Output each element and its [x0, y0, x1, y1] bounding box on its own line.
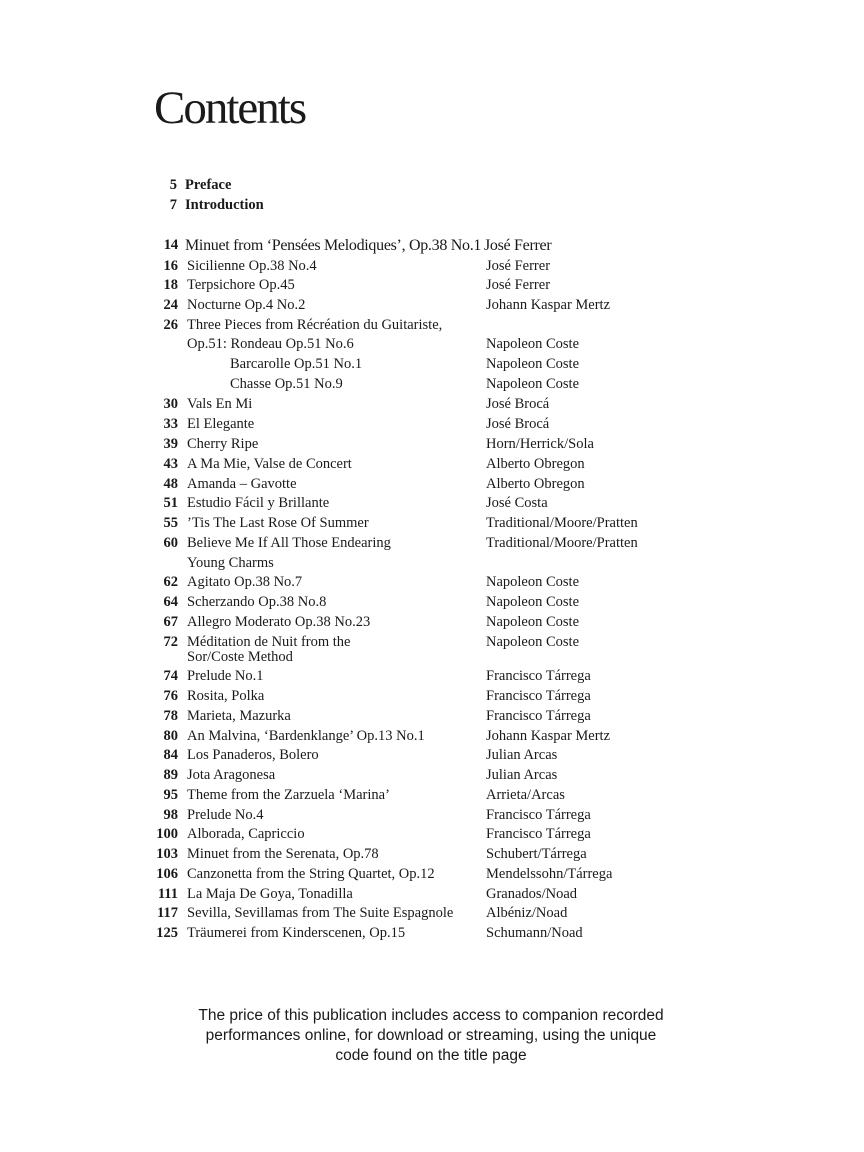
page-number: 72 [163, 634, 178, 650]
page-number: 84 [163, 747, 178, 763]
entry-title: Theme from the Zarzuela ‘Marina’ [187, 787, 390, 803]
page-number: 43 [163, 456, 178, 472]
entry-composer: José Ferrer [484, 237, 552, 254]
page-number: 98 [163, 807, 178, 823]
entry-composer: Napoleon Coste [486, 614, 580, 630]
entry-composer: Schumann/Noad [486, 925, 583, 941]
entry-title: Barcarolle Op.51 No.1 [230, 356, 363, 372]
entry-title: La Maja De Goya, Tonadilla [187, 886, 353, 902]
companion-recordings-notice [150, 1006, 712, 1066]
entry-title: Sicilienne Op.38 No.4 [187, 258, 317, 274]
entry-title: Sevilla, Sevillamas from The Suite Espagnole [187, 905, 454, 921]
page-number: 26 [163, 317, 178, 333]
entry-title: Rosita, Polka [187, 688, 265, 704]
page-number: 76 [163, 688, 178, 704]
page-number: 67 [163, 614, 178, 630]
entry-composer: Mendelssohn/Tárrega [486, 866, 613, 882]
page-number: 103 [156, 846, 178, 862]
entry-composer: Alberto Obregon [486, 476, 585, 492]
entry-composer: Granados/Noad [486, 886, 578, 902]
page-number: 33 [163, 416, 178, 432]
entry-title: Allegro Moderato Op.38 No.23 [187, 614, 371, 630]
entry-composer: Napoleon Coste [486, 594, 580, 610]
entry-title: Vals En Mi [187, 396, 253, 412]
entry-composer: Francisco Tárrega [486, 826, 591, 842]
entry-title: Jota Aragonesa [187, 767, 276, 783]
entry-composer: Napoleon Coste [486, 336, 580, 352]
page-title: Contents [154, 82, 306, 134]
entry-title: Marieta, Mazurka [187, 708, 291, 724]
entry-title: Terpsichore Op.45 [187, 277, 295, 293]
page-number: 18 [163, 277, 178, 293]
entry-title: Young Charms [187, 555, 274, 571]
page-number: 95 [163, 787, 178, 803]
page-number: 74 [163, 668, 178, 684]
entry-composer: Johann Kaspar Mertz [486, 297, 611, 313]
page-number: 24 [163, 297, 178, 313]
page-number: 64 [163, 594, 178, 610]
entry-title: El Elegante [187, 416, 255, 432]
notice-line: performances online, for download or streaming, using the unique [205, 1027, 657, 1044]
page-number: 7 [169, 197, 177, 213]
entry-title: Scherzando Op.38 No.8 [187, 594, 327, 610]
entry-composer: Francisco Tárrega [486, 807, 591, 823]
entry-title: A Ma Mie, Valse de Concert [187, 456, 352, 472]
entry-composer: Horn/Herrick/Sola [486, 436, 594, 452]
entry-composer: Napoleon Coste [486, 356, 580, 372]
entry-composer: Francisco Tárrega [486, 708, 591, 724]
page-number: 117 [157, 905, 178, 921]
page-number: 51 [163, 495, 178, 511]
entry-composer: Alberto Obregon [486, 456, 585, 472]
entry-composer: Francisco Tárrega [486, 668, 591, 684]
entry-composer: Francisco Tárrega [486, 688, 591, 704]
page-number: 55 [163, 515, 178, 531]
entry-title: Träumerei from Kinderscenen, Op.15 [187, 925, 406, 941]
page-number: 80 [163, 728, 178, 744]
notice-line: code found on the title page [335, 1047, 527, 1064]
entry-composer: Napoleon Coste [486, 634, 580, 650]
entry-title: Minuet from the Serenata, Op.78 [187, 846, 379, 862]
entry-title: Agitato Op.38 No.7 [187, 574, 303, 590]
entry-title: Nocturne Op.4 No.2 [187, 297, 306, 313]
entry-title: Méditation de Nuit from the [187, 634, 351, 650]
entry-title: ’Tis The Last Rose Of Summer [187, 515, 369, 531]
entry-composer: José Ferrer [486, 258, 551, 274]
page-number: 5 [169, 177, 177, 193]
entry-title: Prelude No.1 [187, 668, 264, 684]
page-number: 62 [163, 574, 178, 590]
entry-title: Los Panaderos, Bolero [187, 747, 319, 763]
entry-composer: Julian Arcas [486, 747, 558, 763]
page-number: 30 [163, 396, 178, 412]
entry-title: Believe Me If All Those Endearing [187, 535, 391, 551]
entry-title: Sor/Coste Method [187, 649, 293, 665]
page-number: 111 [157, 886, 178, 902]
entry-composer: José Ferrer [486, 277, 551, 293]
entry-composer: Johann Kaspar Mertz [486, 728, 611, 744]
page-number: 125 [156, 925, 178, 941]
entry-title: Amanda – Gavotte [187, 476, 297, 492]
entry-title: Alborada, Capriccio [187, 826, 305, 842]
entry-title: Minuet from ‘Pensées Melodiques’, Op.38 No.1 [185, 237, 482, 254]
page-number: 60 [163, 535, 178, 551]
entry-composer: José Brocá [486, 416, 550, 432]
entry-composer: Napoleon Coste [486, 574, 580, 590]
entry-title: Chasse Op.51 No.9 [230, 376, 343, 392]
entry-composer: Albéniz/Noad [486, 905, 568, 921]
entry-composer: José Costa [486, 495, 548, 511]
entry-composer: Traditional/Moore/Pratten [486, 515, 638, 531]
entry-title: Op.51: Rondeau Op.51 No.6 [187, 336, 354, 352]
page-number: 14 [163, 237, 178, 253]
page-number: 89 [163, 767, 178, 783]
entry-composer: José Brocá [486, 396, 550, 412]
page-number: 16 [163, 258, 178, 274]
entry-composer: Schubert/Tárrega [486, 846, 587, 862]
entry-composer: Julian Arcas [486, 767, 558, 783]
entry-title: An Malvina, ‘Bardenklange’ Op.13 No.1 [187, 728, 425, 744]
entry-composer: Napoleon Coste [486, 376, 580, 392]
entry-composer: Traditional/Moore/Pratten [486, 535, 638, 551]
page-number: 39 [163, 436, 178, 452]
entry-composer: Arrieta/Arcas [486, 787, 565, 803]
page-number: 48 [163, 476, 178, 492]
entry-title: Prelude No.4 [187, 807, 264, 823]
entry-title: Cherry Ripe [187, 436, 259, 452]
entry-title: Estudio Fácil y Brillante [187, 495, 330, 511]
entry-title: Three Pieces from Récréation du Guitariste, [187, 317, 443, 333]
entry-title: Introduction [185, 197, 264, 213]
page-number: 78 [163, 708, 178, 724]
page-number: 106 [156, 866, 178, 882]
notice-line: The price of this publication includes access to companion recorded [198, 1007, 664, 1024]
entry-title: Preface [185, 177, 232, 193]
entry-title: Canzonetta from the String Quartet, Op.12 [187, 866, 435, 882]
page-number: 100 [156, 826, 178, 842]
